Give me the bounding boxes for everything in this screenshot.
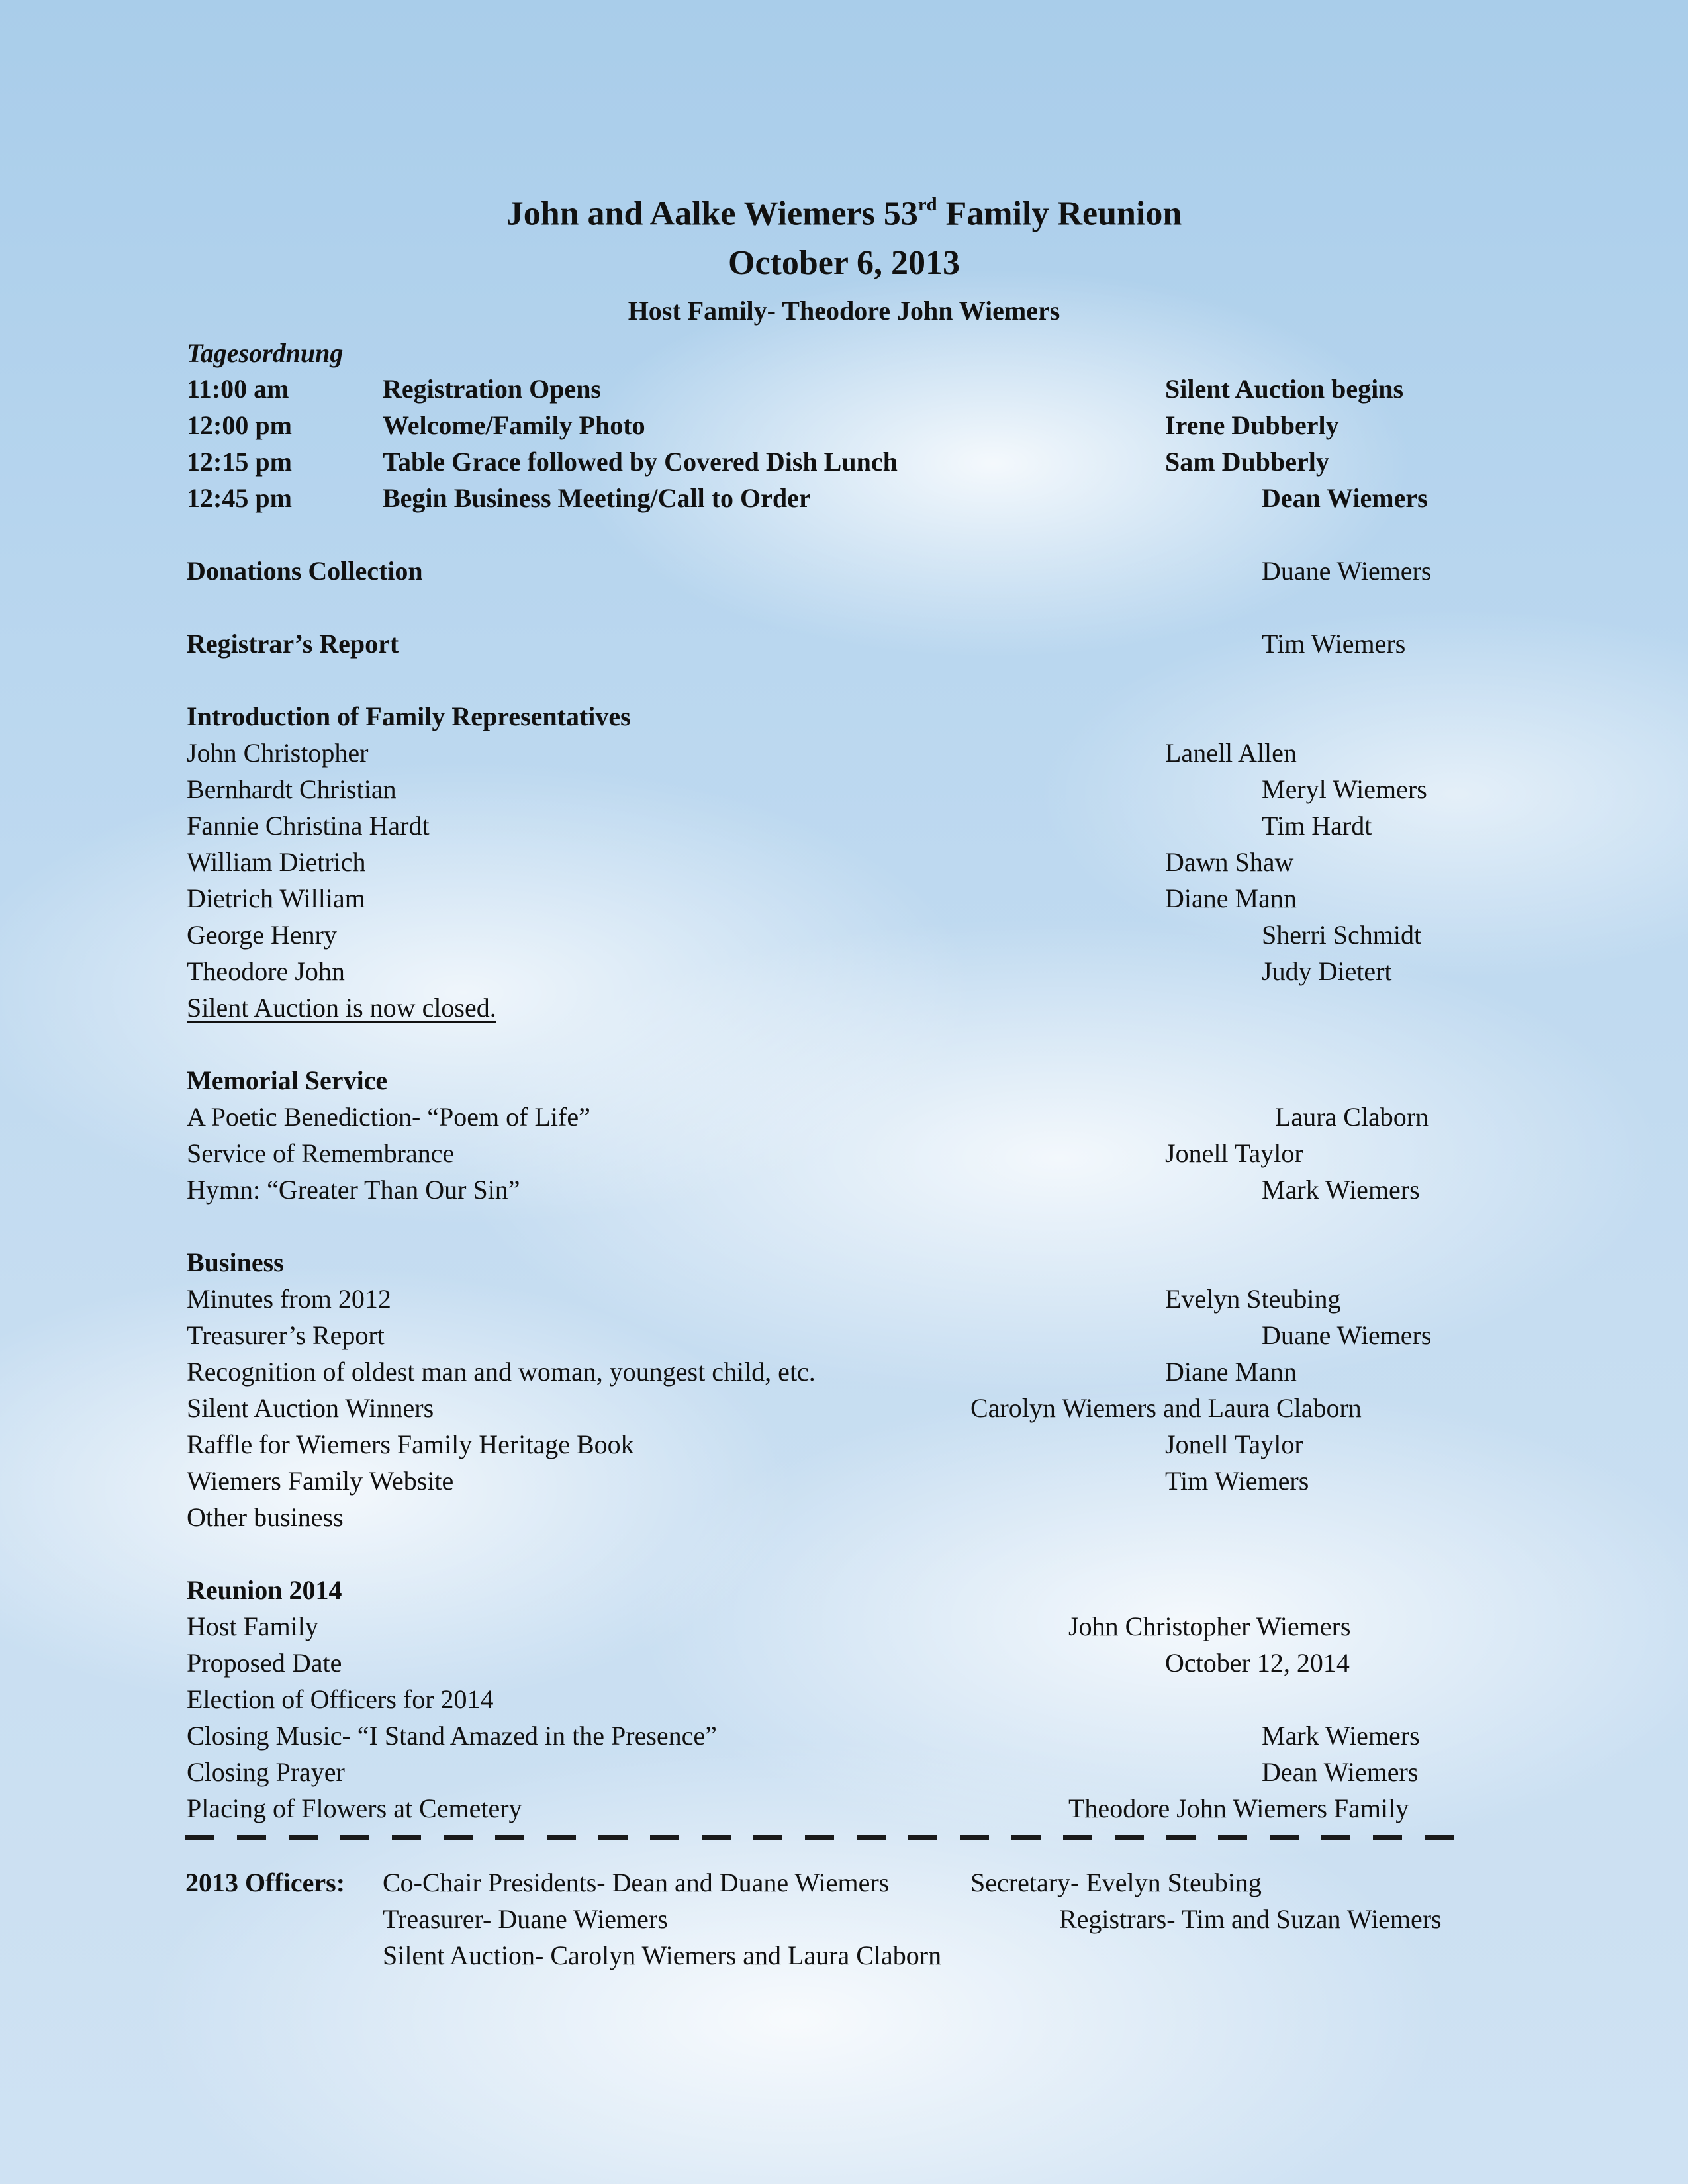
memorial-person: Laura Claborn bbox=[1275, 1102, 1429, 1132]
rep-person: Tim Hardt bbox=[1262, 811, 1372, 841]
business-person: Evelyn Steubing bbox=[1165, 1284, 1341, 1314]
reunion-person: Dean Wiemers bbox=[1262, 1757, 1419, 1787]
rep-family: William Dietrich bbox=[187, 847, 366, 877]
business-person: Jonell Taylor bbox=[1165, 1430, 1303, 1459]
business-item: Silent Auction Winners bbox=[187, 1393, 434, 1423]
section-heading: Reunion 2014 bbox=[187, 1575, 342, 1605]
donations-person: Duane Wiemers bbox=[1262, 556, 1432, 586]
officer-treasurer: Treasurer- Duane Wiemers bbox=[383, 1904, 668, 1934]
officer-silent-auction: Silent Auction- Carolyn Wiemers and Laura Claborn bbox=[383, 1940, 942, 1970]
business-item: Treasurer’s Report bbox=[187, 1320, 385, 1350]
officers-label: 2013 Officers: bbox=[185, 1868, 346, 1897]
business-person: Diane Mann bbox=[1165, 1357, 1297, 1387]
memorial-item: A Poetic Benediction- “Poem of Life” bbox=[187, 1102, 590, 1132]
business-item: Other business bbox=[187, 1502, 344, 1532]
reunion-item: Proposed Date bbox=[187, 1648, 342, 1678]
schedule-person: Dean Wiemers bbox=[1262, 483, 1428, 513]
rep-family: Theodore John bbox=[187, 956, 345, 986]
schedule-person: Sam Dubberly bbox=[1165, 447, 1329, 477]
rep-person: Lanell Allen bbox=[1165, 738, 1297, 768]
business-item: Wiemers Family Website bbox=[187, 1466, 454, 1496]
officer-secretary: Secretary- Evelyn Steubing bbox=[970, 1868, 1262, 1897]
reunion-person: October 12, 2014 bbox=[1165, 1648, 1350, 1678]
memorial-item: Service of Remembrance bbox=[187, 1138, 455, 1168]
section-heading: Introduction of Family Representatives bbox=[187, 702, 631, 731]
section-heading: Memorial Service bbox=[187, 1066, 388, 1095]
section-heading: Business bbox=[187, 1248, 284, 1277]
rep-person: Sherri Schmidt bbox=[1262, 920, 1422, 950]
schedule-event: Begin Business Meeting/Call to Order bbox=[383, 483, 811, 513]
business-person: Duane Wiemers bbox=[1262, 1320, 1432, 1350]
reunion-item: Closing Prayer bbox=[187, 1757, 345, 1787]
schedule-person: Silent Auction begins bbox=[1165, 374, 1404, 404]
rep-person: Diane Mann bbox=[1165, 884, 1297, 913]
reunion-person: John Christopher Wiemers bbox=[1068, 1612, 1351, 1641]
rep-person: Meryl Wiemers bbox=[1262, 774, 1427, 804]
memorial-person: Mark Wiemers bbox=[1262, 1175, 1420, 1205]
rep-person: Judy Dietert bbox=[1262, 956, 1392, 986]
reunion-item: Election of Officers for 2014 bbox=[187, 1684, 494, 1714]
schedule-time: 12:45 pm bbox=[187, 483, 292, 513]
schedule-time: 11:00 am bbox=[187, 374, 289, 404]
reunion-person: Theodore John Wiemers Family bbox=[1068, 1794, 1409, 1823]
schedule-time: 12:00 pm bbox=[187, 410, 292, 440]
memorial-item: Hymn: “Greater Than Our Sin” bbox=[187, 1175, 520, 1205]
officer-co-chair: Co-Chair Presidents- Dean and Duane Wiemers bbox=[383, 1868, 890, 1897]
dashed-divider bbox=[185, 1835, 1456, 1840]
business-person: Tim Wiemers bbox=[1165, 1466, 1309, 1496]
reunion-person: Mark Wiemers bbox=[1262, 1721, 1420, 1751]
memorial-person: Jonell Taylor bbox=[1165, 1138, 1303, 1168]
schedule-person: Irene Dubberly bbox=[1165, 410, 1339, 440]
rep-family: John Christopher bbox=[187, 738, 369, 768]
reunion-item: Host Family bbox=[187, 1612, 318, 1641]
officer-registrars: Registrars- Tim and Suzan Wiemers bbox=[1059, 1904, 1442, 1934]
registrar-person: Tim Wiemers bbox=[1262, 629, 1406, 659]
registrar-label: Registrar’s Report bbox=[187, 629, 399, 659]
business-item: Minutes from 2012 bbox=[187, 1284, 391, 1314]
rep-person: Dawn Shaw bbox=[1165, 847, 1294, 877]
schedule-event: Table Grace followed by Covered Dish Lunch bbox=[383, 447, 898, 477]
business-item: Recognition of oldest man and woman, youngest child, etc. bbox=[187, 1357, 816, 1387]
page-title: John and Aalke Wiemers 53rd Family Reunion bbox=[506, 195, 1182, 233]
event-date: October 6, 2013 bbox=[728, 244, 960, 282]
donations-label: Donations Collection bbox=[187, 556, 423, 586]
schedule-event: Registration Opens bbox=[383, 374, 601, 404]
auction-closed-note: Silent Auction is now closed. bbox=[187, 993, 496, 1023]
agenda-heading: Tagesordnung bbox=[187, 338, 344, 368]
host-family: Host Family- Theodore John Wiemers bbox=[628, 296, 1060, 326]
business-person: Carolyn Wiemers and Laura Claborn bbox=[970, 1393, 1362, 1423]
business-item: Raffle for Wiemers Family Heritage Book bbox=[187, 1430, 634, 1459]
reunion-item: Closing Music- “I Stand Amazed in the Presence” bbox=[187, 1721, 717, 1751]
schedule-event: Welcome/Family Photo bbox=[383, 410, 645, 440]
reunion-item: Placing of Flowers at Cemetery bbox=[187, 1794, 522, 1823]
rep-family: Bernhardt Christian bbox=[187, 774, 397, 804]
rep-family: Fannie Christina Hardt bbox=[187, 811, 430, 841]
rep-family: Dietrich William bbox=[187, 884, 365, 913]
rep-family: George Henry bbox=[187, 920, 337, 950]
schedule-time: 12:15 pm bbox=[187, 447, 292, 477]
